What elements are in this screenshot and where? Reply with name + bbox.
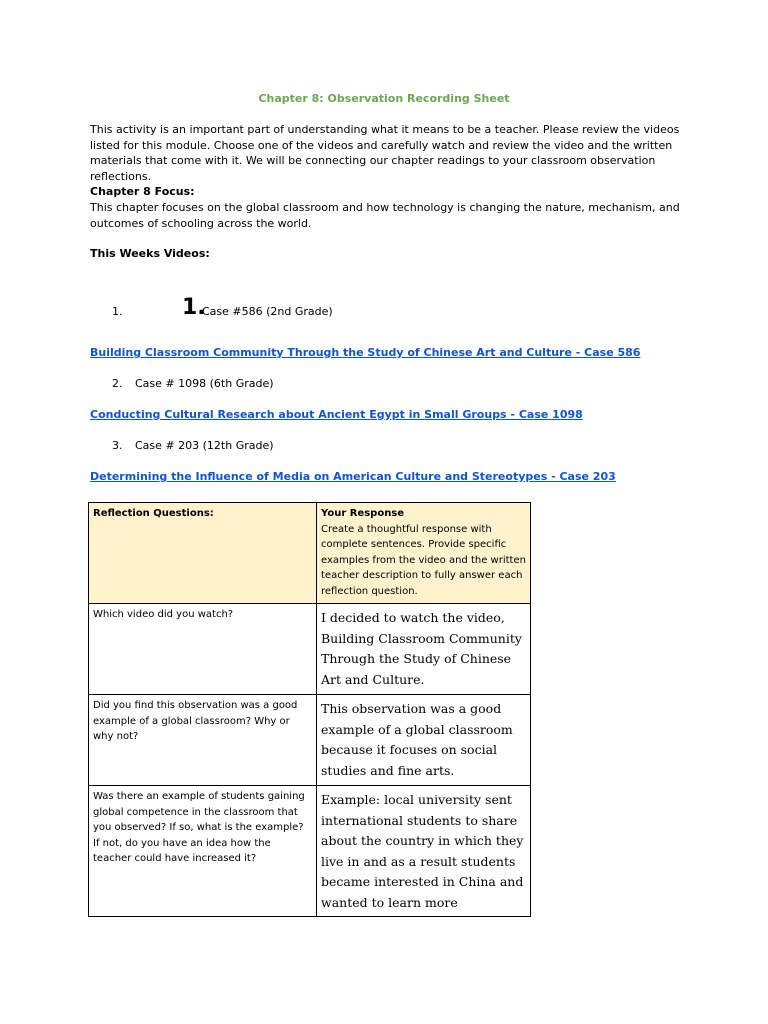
response-text: I decided to watch the video, Building Classroom Community Through the Study of Chinese Art and Culture. [321,610,522,687]
video-2-link[interactable]: Conducting Cultural Research about Ancient Egypt in Small Groups - Case 1098 [90,408,583,421]
video-3-case: Case # 203 (12th Grade) [135,439,274,452]
video-1-big-number: 1. [182,295,206,320]
reflection-table [88,502,531,917]
video-1-number: 1. [112,305,123,318]
question-cell: Was there an example of students gaining global competence in the classroom that you observed? If so, what is the example? If not, do you have an idea how the teacher could have increased it? [89,786,317,917]
video-2-case: Case # 1098 (6th Grade) [135,377,274,390]
question-cell: Which video did you watch? [89,604,317,695]
table-header-row [89,503,531,604]
response-text [321,789,526,913]
response-example-text: : local university sent international students to share about the country in which they live in and as a result students became interested in China and wanted to learn more [321,792,524,910]
response-cell[interactable] [317,604,531,695]
video-3-number: 3. [112,439,123,452]
page-title: Chapter 8: Observation Recording Sheet [258,92,510,105]
intro-paragraph: This activity is an important part of understanding what it means to be a teacher. Please review the videos listed for this module. Choose one of the videos and carefully watch and review the video and the written materials that come with it. We will be connecting our chapter readings to your classroom observation reflections. [90,123,680,183]
table-row [89,695,531,786]
header-response-title: Your Response [321,508,405,519]
video-1-link[interactable]: Building Classroom Community Through the Study of Chinese Art and Culture - Case 586 [90,346,641,359]
video-3-link[interactable]: Determining the Influence of Media on American Culture and Stereotypes - Case 203 [90,470,616,483]
header-questions-label: Reflection Questions: [93,508,214,519]
response-text: This observation was a good example of a global classroom because it focuses on social studies and fine arts. [321,701,513,778]
header-response-cell [317,503,531,604]
video-2-number: 2. [112,377,123,390]
response-cell[interactable] [317,786,531,917]
table-row [89,786,531,917]
header-questions-cell [89,503,317,604]
response-cell[interactable] [317,695,531,786]
focus-heading: Chapter 8 Focus: [90,185,195,198]
table-row [89,604,531,695]
video-1-case: Case #586 (2nd Grade) [202,305,333,318]
response-example-label: Example [321,792,376,807]
question-cell: Did you find this observation was a good example of a global classroom? Why or why not? [89,695,317,786]
focus-text: This chapter focuses on the global classroom and how technology is changing the nature, mechanism, and outcomes of schooling across the world. [90,201,680,230]
header-response-instructions: Create a thoughtful response with complete sentences. Provide specific examples from the video and the written teacher description to fully answer each reflection question. [321,523,526,597]
videos-heading: This Weeks Videos: [90,247,210,260]
